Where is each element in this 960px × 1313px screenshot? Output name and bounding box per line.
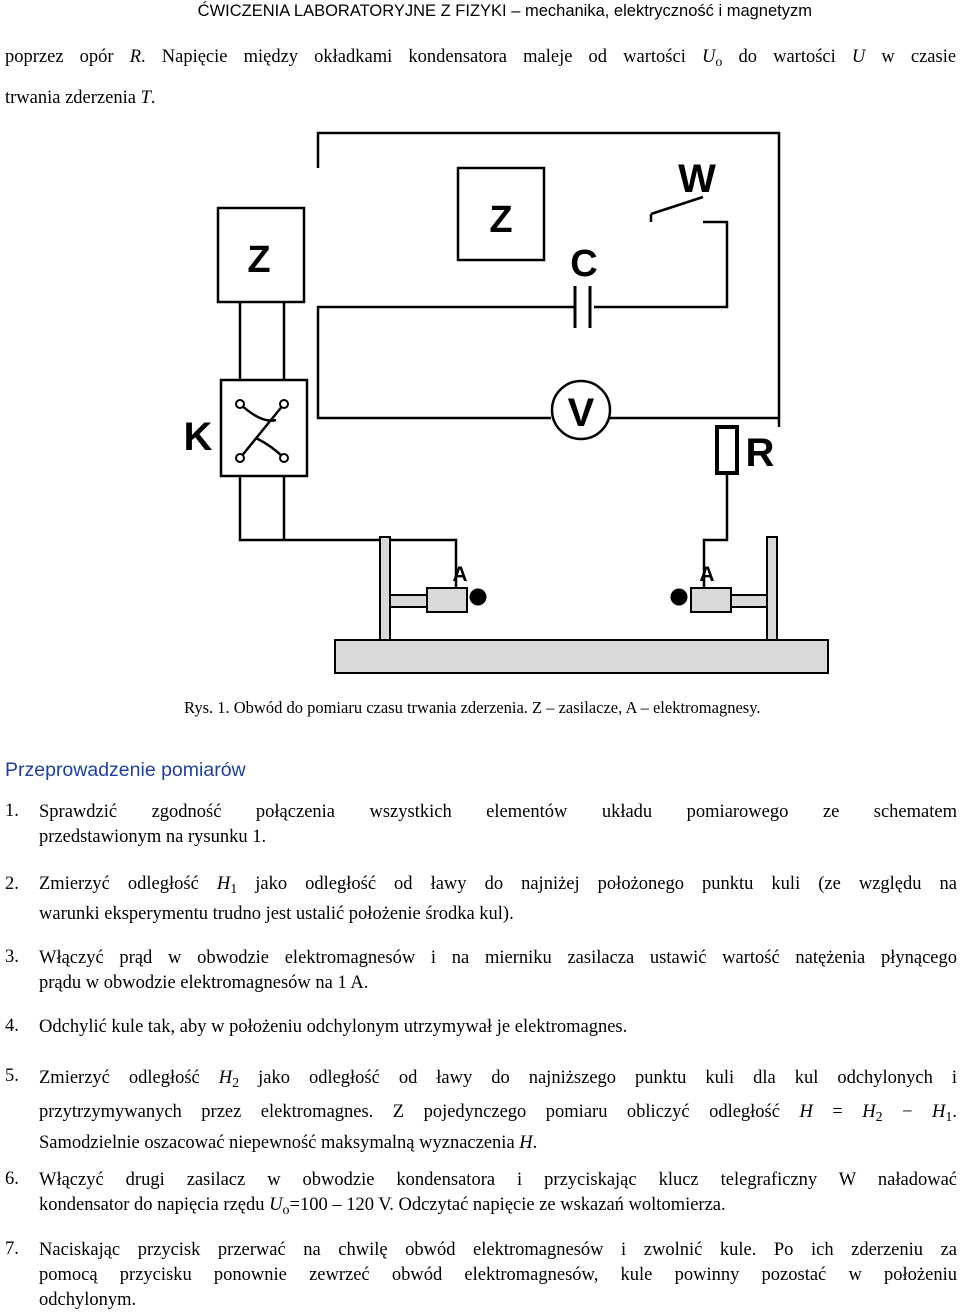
var-h: H [519, 1133, 533, 1153]
eq-end: . [952, 1102, 958, 1122]
label-v: V [567, 391, 595, 435]
step-text: odchylonym. [39, 1290, 137, 1310]
step-number: 2. [5, 874, 19, 894]
label-z-top: Z [489, 199, 513, 241]
bench [335, 640, 828, 673]
step-text: Włączyć prąd w obwodzie elektromagnesów i na mierniku zasilacza ustawić wartość natężenia płynącego [39, 948, 957, 968]
var-u: U [269, 1195, 283, 1215]
intro-text: . [150, 88, 156, 108]
var-h: H [932, 1102, 946, 1122]
label-a-left: A [452, 563, 468, 586]
stand-right [767, 537, 777, 640]
step-text: pomocą przycisku ponownie zewrzeć obwód elektromagnesów, kule powinny pozostać w położeniu [39, 1265, 957, 1285]
label-c: C [570, 243, 598, 285]
var-u: U [701, 47, 716, 67]
arm-right [730, 595, 767, 607]
resistor [717, 427, 737, 473]
step-text [39, 1098, 957, 1132]
sub: 2 [232, 1076, 240, 1091]
step-text: Włączyć drugi zasilacz w obwodzie kondensatora i przyciskając klucz telegraficzny W naładować [39, 1170, 957, 1190]
k-terminal [280, 454, 288, 462]
wire-r-down [710, 473, 727, 540]
step-number: 3. [5, 947, 19, 967]
k-terminal [236, 400, 244, 408]
ball-left [470, 589, 487, 606]
text: . [532, 1133, 538, 1153]
intro-text: trwania zderzenia [5, 88, 136, 108]
step-5 [39, 1064, 957, 1154]
intro-text: poprzez opór [5, 47, 114, 67]
var-r: R [129, 47, 142, 67]
wire-cap-left [318, 307, 575, 418]
section-title: Przeprowadzenie pomiarów [5, 759, 246, 781]
step-text: prądu w obwodzie elektromagnesów na 1 A. [39, 973, 369, 993]
step-text [39, 872, 957, 902]
text: =100 – 120 V. Odczytać napięcie ze wskazań woltomierza. [289, 1195, 726, 1215]
label-a-right: A [699, 563, 715, 586]
label-r: R [745, 431, 775, 475]
var-h: H [218, 1068, 233, 1088]
text: Zmierzyć odległość [39, 874, 199, 894]
label-w: W [678, 157, 716, 201]
sub-o: o [715, 55, 723, 70]
step-3 [39, 946, 957, 996]
step-text: Naciskając przycisk przerwać na chwilę obwód elektromagnesów i zwolnić kule. Po ich zderzeniu za [39, 1240, 957, 1260]
text: Zmierzyć odległość [39, 1068, 200, 1088]
var-h: H [862, 1102, 876, 1122]
electromagnet-left [427, 588, 467, 612]
sub: 1 [230, 882, 238, 897]
step-text [39, 1193, 957, 1223]
var-t: T [140, 88, 151, 108]
k-terminal [280, 400, 288, 408]
wire-vr [610, 418, 779, 427]
var-u: U [851, 47, 866, 67]
figure-caption: Rys. 1. Obwód do pomiaru czasu trwania zderzenia. Z – zasilacze, A – elektromagnesy. [184, 698, 761, 717]
text: przytrzymywanych przez elektromagnes. Z pojedynczego pomiaru obliczyć odległość [39, 1102, 780, 1122]
intro-text: . Napięcie między okładkami kondensatora maleje od wartości [141, 47, 686, 67]
var-uo [269, 1195, 290, 1218]
sub: 1 [945, 1110, 953, 1125]
ball-right [671, 589, 688, 606]
wire-k-a-left [240, 458, 456, 588]
step-text [39, 1064, 957, 1098]
sub: o [282, 1203, 290, 1218]
step-4 [39, 1015, 957, 1040]
text: jako odległość od ławy do najniższego punktu kuli dla kul odchylonych i [258, 1068, 958, 1088]
var-h: H [799, 1102, 813, 1122]
k-terminal [236, 454, 244, 462]
step-number: 4. [5, 1016, 19, 1036]
text: kondensator do napięcia rzędu [39, 1195, 265, 1215]
eq-op: = [812, 1102, 863, 1122]
intro-text: w czasie [881, 47, 957, 67]
page-header: ĆWICZENIA LABORATORYJNE Z FIZYKI – mechanika, elektryczność i magnetyzm [197, 2, 812, 20]
step-7 [39, 1238, 957, 1313]
step-text: warunki eksperymentu trudno jest ustalić położenie środka kul). [39, 904, 514, 924]
step-number: 5. [5, 1066, 19, 1086]
step-text: przedstawionym na rysunku 1. [39, 827, 267, 847]
sub: 2 [875, 1110, 883, 1125]
step-text: Sprawdzić zgodność połączenia wszystkich elementów układu pomiarowego ze schematem [39, 802, 957, 822]
intro-text: do wartości [738, 47, 836, 67]
stand-left [380, 537, 390, 640]
step-2 [39, 872, 957, 927]
electromagnet-right [691, 588, 731, 612]
label-z-left: Z [247, 239, 271, 281]
step-number: 1. [5, 801, 19, 821]
equation [799, 1102, 958, 1125]
var-h: H [216, 874, 231, 894]
step-number: 6. [5, 1169, 19, 1189]
step-number: 7. [5, 1239, 19, 1259]
wire-right [594, 222, 727, 307]
var-h1 [216, 874, 238, 897]
step-1 [39, 800, 957, 850]
step-text: Odchylić kule tak, aby w położeniu odchylonym utrzymywał je elektromagnes. [39, 1017, 628, 1037]
step-text [39, 1132, 957, 1154]
text: jako odległość od ławy do najniżej położonego punktu kuli (ze względu na [255, 874, 958, 894]
eq-op: − [882, 1102, 933, 1122]
arm-left [390, 595, 427, 607]
text: Samodzielnie oszacować niepewność maksymalną wyznaczenia [39, 1133, 515, 1153]
label-k: K [183, 415, 213, 459]
var-h2 [218, 1068, 240, 1091]
step-6 [39, 1168, 957, 1223]
